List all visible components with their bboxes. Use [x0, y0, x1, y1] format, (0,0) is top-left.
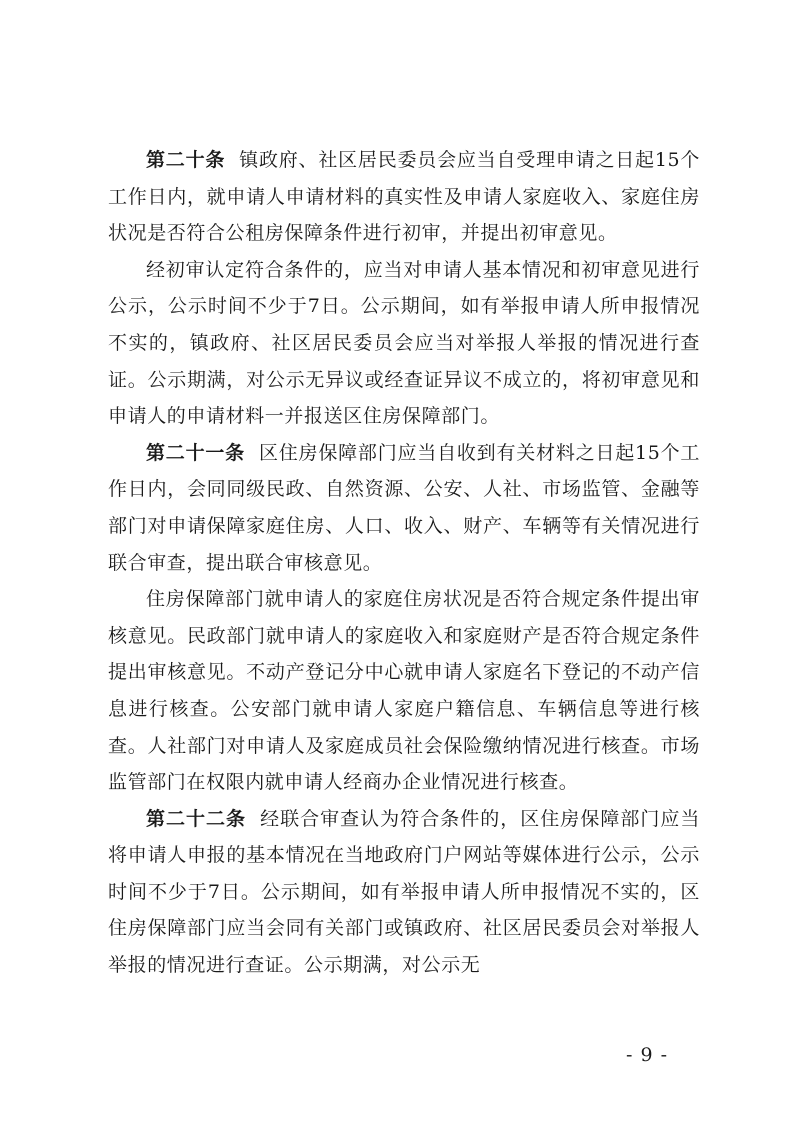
article-22-paragraph	[108, 801, 700, 984]
article-21-paragraph	[108, 435, 700, 581]
article-number: 第二十条	[146, 149, 226, 171]
article-20-paragraph	[108, 142, 700, 252]
page-number: - 9 -	[626, 1044, 669, 1066]
paragraph-text: 经初审认定符合条件的，应当对申请人基本情况和初审意见进行公示，公示时间不少于7日。公示期间，如有举报申请人所申报情况不实的，镇政府、社区居民委员会应当对举报人举报的情况进行查证。公示期满，对公示无异议或经查证异议不成立的，将初审意见和申请人的申请材料一并报送区住房保障部门。	[108, 258, 700, 428]
article-number: 第二十二条	[146, 807, 247, 830]
article-number: 第二十一条	[146, 441, 245, 464]
article-20-paragraph-2	[108, 252, 700, 435]
paragraph-text: 镇政府、社区居民委员会应当自受理申请之日起15个工作日内，就申请人申请材料的真实性及申请人家庭收入、家庭住房状况是否符合公租房保障条件进行初审，并提出初审意见。	[108, 149, 700, 245]
paragraph-text: 住房保障部门就申请人的家庭住房状况是否符合规定条件提出审核意见。民政部门就申请人的家庭收入和家庭财产是否符合规定条件提出审核意见。不动产登记分中心就申请人家庭名下登记的不动产信息进行核查。公安部门就申请人家庭户籍信息、车辆信息等进行核查。人社部门对申请人及家庭成员社会保险缴纳情况进行核查。市场监管部门在权限内就申请人经商办企业情况进行核查。	[108, 588, 700, 794]
article-21-paragraph-2	[108, 581, 700, 801]
paragraph-text: 经联合审查认为符合条件的，区住房保障部门应当将申请人申报的基本情况在当地政府门户网站等媒体进行公示，公示时间不少于7日。公示期间，如有举报申请人所申报情况不实的，区住房保障部门应当会同有关部门或镇政府、社区居民委员会对举报人举报的情况进行查证。公示期满，对公示无	[108, 807, 700, 977]
document-body	[108, 142, 700, 984]
paragraph-text: 区住房保障部门应当自收到有关材料之日起15个工作日内，会同同级民政、自然资源、公安、人社、市场监管、金融等部门对申请保障家庭住房、人口、收入、财产、车辆等有关情况进行联合审查，提出联合审核意见。	[108, 441, 700, 574]
